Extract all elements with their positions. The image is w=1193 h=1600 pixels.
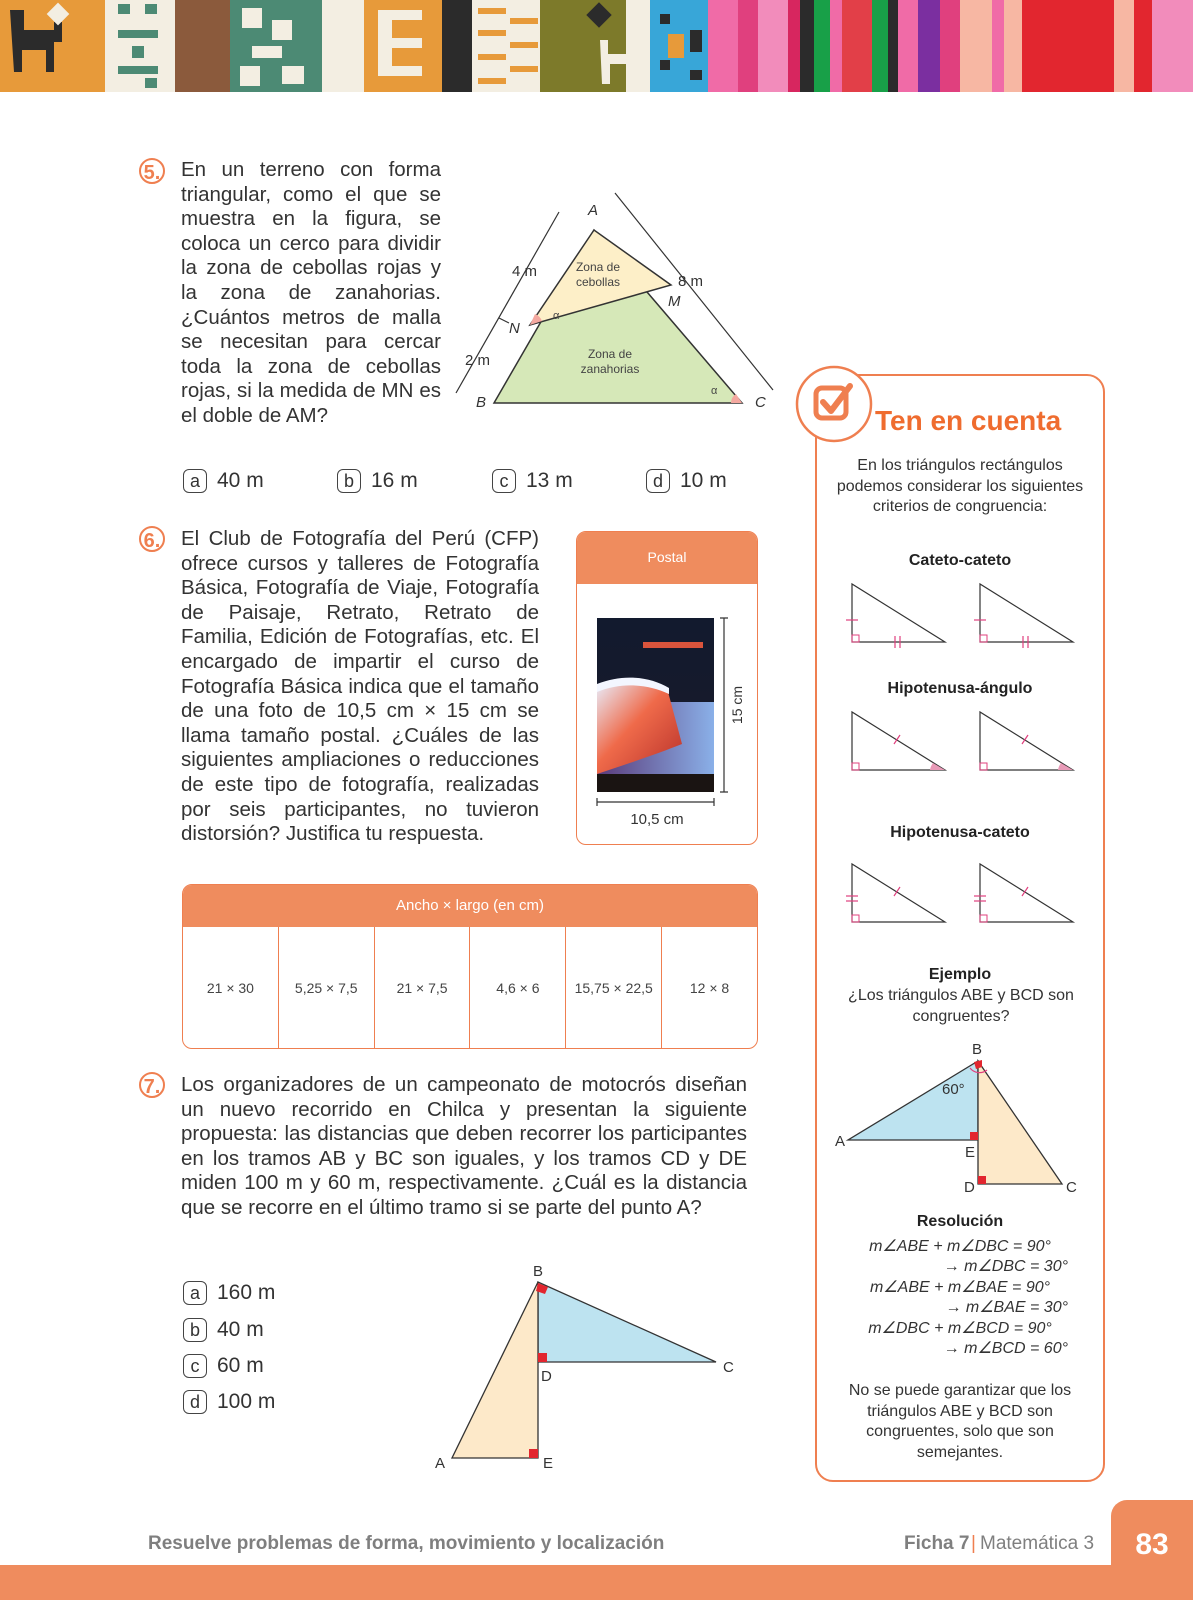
triangle-bcd bbox=[978, 1061, 1062, 1184]
right-angle-d bbox=[538, 1353, 547, 1362]
triangle-abe bbox=[848, 1061, 978, 1140]
dimension-2m: 2 m bbox=[465, 352, 491, 369]
option-text: 60 m bbox=[217, 1354, 264, 1377]
option-text: 13 m bbox=[526, 469, 573, 492]
criterion-hipotenusa-angulo: Hipotenusa-ángulo bbox=[887, 680, 1033, 697]
motocross-route-figure bbox=[430, 1262, 750, 1472]
question-6-text: El Club de Fotografía del Perú (CFP) ofrece cursos y talleres de Fotografía Básica, Fotografía de Viaje, Fotografía de Paisaje, Retrato, Retrato de Familia, Edición de Fotografías, etc. El encargado de impartir el curso de Fotografía Básica indica que el tamaño de una foto de 10,5 cm × 15 cm se llama tamaño postal. ¿Cuáles de las siguientes ampliaciones o reducciones de este tipo de fotografía, realizadas por seis participantes, no tuvieron distorsión? Justifica tu respuesta. bbox=[181, 527, 539, 846]
angle-60-label: 60° bbox=[942, 1081, 965, 1098]
cateto-cateto-triangles bbox=[840, 580, 1080, 650]
footer-bar bbox=[0, 1565, 1193, 1600]
option-5c[interactable] bbox=[492, 469, 573, 493]
city-lights bbox=[643, 642, 703, 648]
triangle-abe bbox=[452, 1282, 538, 1458]
zone-zanahorias-label-1: Zona de bbox=[587, 347, 633, 361]
right-angle-d bbox=[978, 1176, 986, 1184]
sidebar-title: Ten en cuenta bbox=[875, 405, 1062, 436]
point-a-label: A bbox=[835, 1133, 846, 1150]
option-text: 40 m bbox=[217, 469, 264, 492]
table-cell: 15,75 × 22,5 bbox=[566, 927, 662, 1048]
option-text: 40 m bbox=[217, 1318, 264, 1341]
right-angle-e bbox=[529, 1449, 538, 1458]
resolution-line-2: → m∠DBC = 30° bbox=[943, 1258, 1068, 1275]
footer-ficha: Ficha 7 bbox=[904, 1533, 970, 1554]
right-angle-e bbox=[970, 1132, 978, 1140]
footer-competence: Resuelve problemas de forma, movimiento y localización bbox=[148, 1533, 665, 1554]
table-cell: 12 × 8 bbox=[689, 979, 730, 996]
criterion-cateto-cateto: Cateto-cateto bbox=[908, 552, 1012, 569]
point-d-label: D bbox=[964, 1179, 975, 1196]
vertex-b-label: B bbox=[476, 394, 487, 411]
zone-cebollas-label-2: cebollas bbox=[575, 275, 621, 289]
terrain-triangle-figure bbox=[455, 185, 785, 415]
option-letter: c bbox=[183, 1354, 207, 1378]
question-number-6: 6. bbox=[139, 526, 165, 552]
footer-subject: Matemática 3 bbox=[980, 1533, 1095, 1554]
criterion-hipotenusa-cateto: Hipotenusa-cateto bbox=[890, 824, 1030, 841]
resolution-line-1: m∠ABE + m∠DBC = 90° bbox=[869, 1238, 1051, 1255]
question-5-text: En un terreno con forma triangular, como el que se muestra en la figura, se coloca un cerco para dividir la zona de cebollas rojas y la zona de zanahorias. ¿Cuántos metros de malla se necesitan para cercar toda la zona de cebollas rojas, si la medida de MN es el doble de AM? bbox=[181, 158, 441, 427]
triangle-bcd bbox=[538, 1282, 716, 1362]
resolution-line-3: m∠ABE + m∠BAE = 90° bbox=[869, 1279, 1051, 1296]
option-text: 100 m bbox=[217, 1390, 276, 1413]
option-letter: a bbox=[183, 469, 207, 493]
footer-separator: | bbox=[971, 1533, 976, 1554]
option-text: 10 m bbox=[680, 469, 727, 492]
conclusion-text: No se puede garantizar que los triángulos ABE y BCD son congruentes, solo que son semejantes. bbox=[848, 1382, 1072, 1461]
resolution-line-6: → m∠BCD = 60° bbox=[943, 1340, 1068, 1357]
point-a-label: A bbox=[435, 1455, 446, 1472]
point-e-label: E bbox=[965, 1144, 976, 1161]
zone-cebollas-label-1: Zona de bbox=[575, 260, 621, 274]
vertex-m-label: M bbox=[668, 293, 681, 310]
table-row bbox=[183, 927, 757, 1048]
point-c-label: C bbox=[723, 1359, 734, 1376]
question-7-text: Los organizadores de un campeonato de motocrós diseñan un nuevo recorrido en Chilca y presentan la siguiente propuesta: las distancias que deben recorrer los participantes en los tramos AB y BC son iguales, y los tramos CD y DE miden 100 m y 60 m, respectivamente. ¿Cuál es la distancia que se recorre en el último tramo si se parte del punto A? bbox=[181, 1073, 747, 1219]
postal-card bbox=[576, 531, 758, 845]
table-header: Ancho × largo (en cm) bbox=[183, 885, 757, 927]
alpha-label-n: α bbox=[553, 310, 560, 322]
example-triangles-figure bbox=[830, 1036, 1090, 1196]
table-cell: 21 × 30 bbox=[183, 927, 279, 1048]
hipotenusa-cateto-triangles bbox=[840, 860, 1080, 930]
zone-zanahorias-label-2: zanahorias bbox=[580, 362, 640, 376]
option-letter: a bbox=[183, 1281, 207, 1305]
textile-banner bbox=[0, 0, 1193, 92]
option-letter: b bbox=[337, 469, 361, 493]
dimension-4m: 4 m bbox=[512, 263, 538, 280]
point-b-label: B bbox=[972, 1041, 983, 1058]
vertex-n-label: N bbox=[509, 320, 520, 337]
option-5a[interactable] bbox=[183, 469, 264, 493]
table-cell: 4,6 × 6 bbox=[470, 927, 566, 1048]
point-e-label: E bbox=[543, 1455, 554, 1472]
option-7d[interactable] bbox=[183, 1390, 275, 1414]
sidebar-intro: En los triángulos rectángulos podemos considerar los siguientes criterios de congruencia: bbox=[836, 457, 1084, 515]
vertex-c-label: C bbox=[755, 394, 766, 411]
checklist-icon bbox=[794, 364, 874, 444]
option-7c[interactable] bbox=[183, 1354, 264, 1378]
option-7b[interactable] bbox=[183, 1318, 264, 1342]
postal-photo-figure bbox=[577, 584, 758, 844]
question-number-7: 7. bbox=[139, 1072, 165, 1098]
point-c-label: C bbox=[1066, 1179, 1077, 1196]
example-question: ¿Los triángulos ABE y BCD son congruentes? bbox=[848, 987, 1074, 1025]
foreground-silhouettes bbox=[597, 774, 714, 792]
alpha-label-c: α bbox=[711, 385, 718, 397]
postal-title: Postal bbox=[577, 532, 757, 584]
table-cell: 5,25 × 7,5 bbox=[279, 927, 375, 1048]
option-letter: d bbox=[646, 469, 670, 493]
question-number-5: 5. bbox=[139, 158, 165, 184]
sizes-table bbox=[182, 884, 758, 1049]
page-number: 83 bbox=[1135, 1528, 1169, 1561]
option-text: 16 m bbox=[371, 469, 418, 492]
width-label: 10,5 cm bbox=[630, 811, 684, 828]
hipotenusa-angulo-triangles bbox=[840, 708, 1080, 778]
option-letter: c bbox=[492, 469, 516, 493]
table-cell: 21 × 7,5 bbox=[375, 927, 471, 1048]
option-letter: b bbox=[183, 1318, 207, 1342]
resolution-line-4: → m∠BAE = 30° bbox=[945, 1299, 1068, 1316]
resolution-title: Resolución bbox=[916, 1213, 1004, 1230]
option-5d[interactable] bbox=[646, 469, 727, 493]
option-5b[interactable] bbox=[337, 469, 418, 493]
height-label: 15 cm bbox=[729, 685, 745, 725]
option-text: 160 m bbox=[217, 1281, 276, 1304]
dimension-8m: 8 m bbox=[678, 273, 704, 290]
point-d-label: D bbox=[541, 1368, 552, 1385]
vertex-a-label: A bbox=[588, 202, 599, 219]
point-b-label: B bbox=[533, 1263, 544, 1280]
option-7a[interactable] bbox=[183, 1281, 275, 1305]
option-letter: d bbox=[183, 1390, 207, 1414]
example-title: Ejemplo bbox=[928, 966, 992, 983]
resolution-line-5: m∠DBC + m∠BCD = 90° bbox=[868, 1320, 1052, 1337]
